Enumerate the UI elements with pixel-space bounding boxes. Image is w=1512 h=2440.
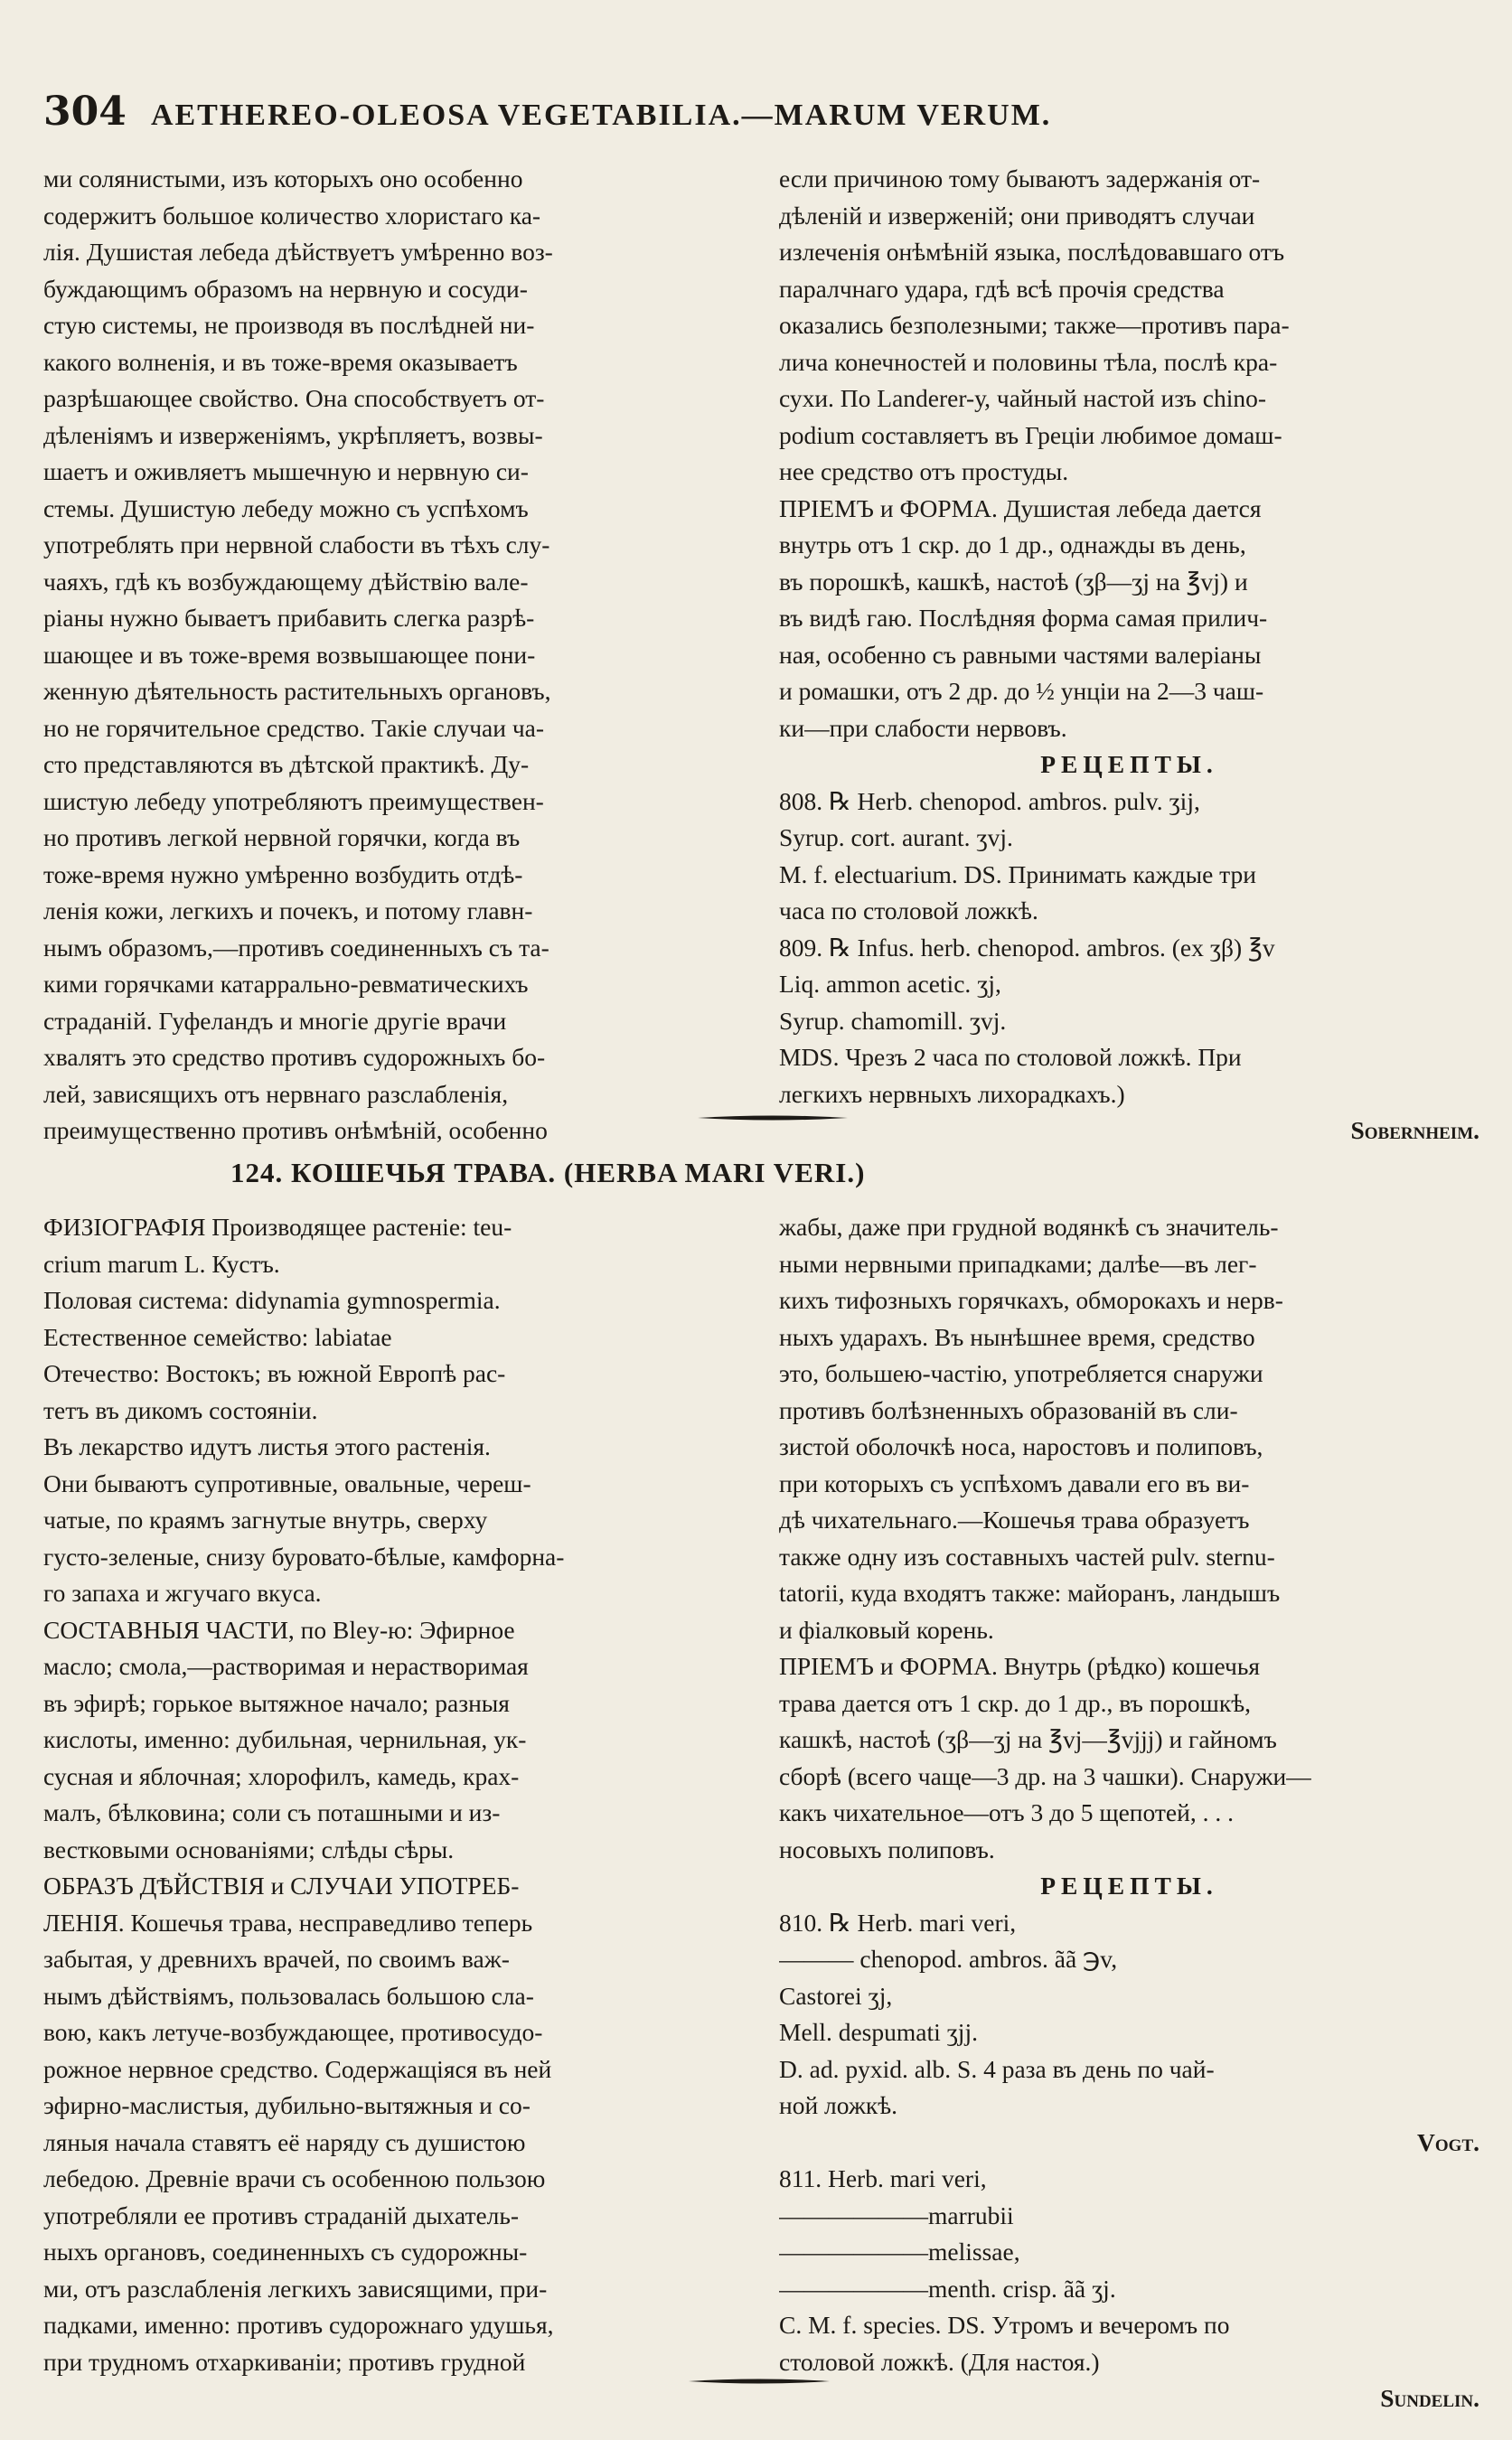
text-line: дѣленій и изверженій; они приводятъ случаи <box>779 201 1255 230</box>
column-bottom-right <box>779 1209 1479 2417</box>
page-header <box>43 89 1309 143</box>
text-line: сусная и яблочная; хлорофилъ, камедь, крах- <box>43 1761 520 1790</box>
text-line: эфирно-маслистыя, дубильно-вытяжныя и со- <box>43 2091 531 2119</box>
text-line: го запаха и жгучаго вкуса. <box>43 1579 322 1607</box>
text-line: содержитъ большое количество хлористаго ка- <box>43 201 541 230</box>
recipe-line: D. ad. pyxid. alb. S. 4 раза въ день по чай- <box>779 2054 1215 2083</box>
column-top-left <box>43 161 757 1150</box>
recipe-line: ——————melissae, <box>779 2238 1020 2266</box>
text-line: Половая система: didynamia gymnospermia. <box>43 1286 501 1314</box>
text-line: масло; смола,—растворимая и нерастворимая <box>43 1652 529 1680</box>
text-line: трава дается отъ 1 скр. до 1 др., въ порошкѣ, <box>779 1688 1252 1717</box>
recipe-line: Castorei ʒj, <box>779 1981 893 2010</box>
page-end-divider <box>687 2377 831 2386</box>
text-line: стую системы, не производя въ послѣдней ни- <box>43 311 535 339</box>
section-divider <box>696 1113 850 1122</box>
recipe-line: столовой ложкѣ. (Для настоя.) <box>779 2347 1100 2376</box>
text-line: лія. Душистая лебеда дѣйствуетъ умѣренно воз- <box>43 238 553 266</box>
text-line: но не горячительное средство. Такіе случаи ча- <box>43 713 545 742</box>
text-line: Отечество: Востокъ; въ южной Европѣ рас- <box>43 1359 506 1387</box>
text-line: стемы. Душистую лебеду можно съ успѣхомъ <box>43 493 529 522</box>
text-line: густо-зеленые, снизу буровато-бѣлые, камфорна- <box>43 1542 565 1571</box>
text-line: кислоты, именно: дубильная, чернильная, ук- <box>43 1725 527 1753</box>
section-heading: 124. КОШЕЧЬЯ ТРАВА. (HERBA MARI VERI.) <box>230 1157 866 1188</box>
text-line: малъ, бѣлковина; соли съ поташными и из- <box>43 1798 501 1826</box>
text-line: лебедою. Древніе врачи съ особенною пользою <box>43 2164 546 2192</box>
text-line: рожное нервное средство. Содержащіяся въ ней <box>43 2054 552 2083</box>
column-top-right <box>779 161 1479 1150</box>
text-line: также одну изъ составныхъ частей pulv. sternu- <box>779 1542 1275 1571</box>
recipe-line: ——————menth. crisp. ãã ʒj. <box>779 2274 1116 2303</box>
text-line: ФИЗІОГРАФІЯ Производящее растеніе: teu- <box>43 1213 512 1241</box>
text-line: это, большею-частію, употребляется снаружи <box>779 1359 1263 1387</box>
recipe-line: 808. ℞ Herb. chenopod. ambros. pulv. ʒij, <box>779 786 1200 815</box>
text-line: тоже-время нужно умѣренно возбудить отдѣ- <box>43 859 523 888</box>
text-line: ными нервными припадками; далѣе—въ лег- <box>779 1249 1257 1278</box>
recipe-line: M. f. electuarium. DS. Принимать каждые три <box>779 859 1256 888</box>
text-line: употребляли ее противъ страданій дыхатель- <box>43 2201 520 2229</box>
text-line: дѣ чихательнаго.—Кошечья трава образуетъ <box>779 1506 1250 1534</box>
text-line: ріаны нужно бываетъ прибавить слегка разрѣ- <box>43 604 535 632</box>
text-line: противъ болѣзненныхъ образованій въ сли- <box>779 1395 1238 1424</box>
text-line: вою, какъ летуче-возбуждающее, противосудо- <box>43 2018 543 2046</box>
text-line: сто представляются въ дѣтской практикѣ. Ду- <box>43 750 530 778</box>
text-line: ленія кожи, легкихъ и почекъ, и потому главн- <box>43 896 533 924</box>
text-line: шаетъ и оживляетъ мышечную и нервную си- <box>43 457 529 485</box>
paragraph-lebeda-action <box>43 161 757 1150</box>
text-line: tatorii, куда входятъ также: майоранъ, ландышъ <box>779 1579 1281 1607</box>
text-line: чаяхъ, гдѣ къ возбуждающему дѣйствію вале- <box>43 567 529 596</box>
text-line: ПРІЕМЪ и ФОРМА. Душистая лебеда дается <box>779 493 1262 522</box>
column-bottom-left <box>43 1209 757 2380</box>
text-line: ми, отъ разслабленія легкихъ зависящими, при- <box>43 2274 548 2303</box>
recipe-line: Syrup. cort. aurant. ʒvj. <box>779 823 1013 851</box>
text-line: въ порошкѣ, кашкѣ, настоѣ (ʒβ—ʒj на ℥vj) и <box>779 567 1248 596</box>
text-line: ПРІЕМЪ и ФОРМА. Внутрь (рѣдко) кошечья <box>779 1652 1261 1680</box>
text-line: внутрь отъ 1 скр. до 1 др., однажды въ день, <box>779 530 1246 558</box>
text-line: но противъ легкой нервной горячки, когда въ <box>43 823 521 851</box>
text-line: разрѣшающее свойство. Она способствуетъ от- <box>43 384 545 412</box>
text-line: если причиною тому бываютъ задержанія от- <box>779 164 1261 192</box>
text-line: какого волненія, и въ тоже-время оказываетъ <box>43 347 518 376</box>
page-number: 304 <box>43 89 127 135</box>
text-line: Естественное семейство: labiatae <box>43 1322 392 1351</box>
recipe-line: 811. Herb. mari veri, <box>779 2164 987 2192</box>
paragraph-herba-mari <box>43 1209 757 2380</box>
text-line: нее средство отъ простуды. <box>779 457 1069 485</box>
text-line: ная, особенно съ равными частями валеріаны <box>779 640 1262 669</box>
text-line: вестковыми основаніями; слѣды сѣры. <box>43 1835 455 1863</box>
text-line: при трудномъ отхаркиваніи; противъ грудной <box>43 2347 526 2376</box>
text-line: podium составляетъ въ Греціи любимое домаш- <box>779 420 1282 449</box>
text-line: шающее и въ тоже-время возвышающее пони- <box>43 640 536 669</box>
text-line: хвалятъ это средство противъ судорожныхъ бо- <box>43 1043 546 1071</box>
paragraph-herba-mari-dosage <box>779 1209 1479 1868</box>
text-line: тетъ въ дикомъ состояніи. <box>43 1395 318 1424</box>
recipe-line: ——— chenopod. ambros. ãã ℈v, <box>779 1945 1118 1973</box>
recipe-line: Liq. ammon acetic. ʒj, <box>779 970 1001 998</box>
running-title: AETHEREO-OLEOSA VEGETABILIA.—MARUM VERUM. <box>150 99 1052 132</box>
text-line: жабы, даже при грудной водянкѣ съ значитель- <box>779 1213 1279 1241</box>
text-line: въ видѣ гаю. Послѣдняя форма самая прилич- <box>779 604 1268 632</box>
text-line: ныхъ органовъ, соединенныхъ съ судорожны- <box>43 2238 528 2266</box>
text-line: Въ лекарство идутъ листья этого растенія. <box>43 1432 491 1460</box>
recipes-heading-2: РЕЦЕПТЫ. <box>1040 1872 1218 1900</box>
recipe-line: Syrup. chamomill. ʒvj. <box>779 1006 1007 1035</box>
text-line: ОБРАЗЪ ДѢЙСТВІЯ и СЛУЧАИ УПОТРЕБ- <box>43 1872 520 1900</box>
text-line: и ромашки, отъ 2 др. до ½ унціи на 2—3 чаш- <box>779 677 1264 705</box>
text-line: ляныя начала ставятъ её наряду съ душистою <box>43 2127 526 2156</box>
recipe-author: Sobernheim. <box>1350 1116 1479 1144</box>
text-line: ки—при слабости нервовъ. <box>779 713 1067 742</box>
text-line: буждающимъ образомъ на нервную и сосуди- <box>43 274 528 303</box>
text-line: кашкѣ, настоѣ (ʒβ—ʒj на ℥vj—℥vjjj) и гайномъ <box>779 1725 1277 1753</box>
text-line: преимущественно противъ онѣмѣній, особенно <box>43 1116 548 1144</box>
text-line: страданій. Гуфеландъ и многіе другіе врачи <box>43 1006 507 1035</box>
recipes-810-811 <box>779 1905 1479 2417</box>
text-line: излеченія онѣмѣній языка, послѣдовавшаго отъ <box>779 238 1285 266</box>
text-line: нымъ образомъ,—противъ соединенныхъ съ та- <box>43 933 549 962</box>
text-line: шистую лебеду употребляютъ преимуществен- <box>43 786 544 815</box>
recipes-heading: РЕЦЕПТЫ. <box>1040 750 1218 778</box>
text-line: кими горячками катаррально-ревматическихъ <box>43 970 529 998</box>
text-line: crium marum L. Кустъ. <box>43 1249 280 1278</box>
text-line: носовыхъ полиповъ. <box>779 1835 995 1863</box>
text-line: паралчнаго удара, гдѣ всѣ прочія средства <box>779 274 1225 303</box>
recipe-line: C. M. f. species. DS. Утромъ и вечеромъ по <box>779 2311 1230 2339</box>
text-line: лей, зависящихъ отъ нервнаго разслабленія, <box>43 1079 509 1108</box>
recipe-line: ной ложкѣ. <box>779 2091 898 2119</box>
recipe-line: 809. ℞ Infus. herb. chenopod. ambros. (ex ʒβ) ℥v <box>779 933 1275 962</box>
text-line: кихъ тифозныхъ горячкахъ, обморокахъ и нерв- <box>779 1286 1283 1314</box>
recipes-808-809 <box>779 784 1479 1113</box>
text-line: чатые, по краямъ загнутые внутрь, сверху <box>43 1506 488 1534</box>
text-line: Они бываютъ супротивные, овальные, череш- <box>43 1469 531 1497</box>
recipe-line: часа по столовой ложкѣ. <box>779 896 1038 924</box>
recipe-line: 810. ℞ Herb. mari veri, <box>779 1908 1017 1937</box>
text-line: въ эфирѣ; горькое вытяжное начало; разныя <box>43 1688 510 1717</box>
text-line: и фіалковый корень. <box>779 1615 994 1644</box>
recipe-line: Mell. despumati ʒjj. <box>779 2018 978 2046</box>
recipe-author: Sundelin. <box>1380 2384 1479 2412</box>
text-line: при которыхъ съ успѣхомъ давали его въ ви- <box>779 1469 1250 1497</box>
text-line: лича конечностей и половины тѣла, послѣ кра- <box>779 347 1278 376</box>
text-line: какъ чихательное—отъ 3 до 5 щепотей, . . . <box>779 1798 1234 1826</box>
text-line: ЛЕНІЯ. Кошечья трава, несправедливо теперь <box>43 1908 533 1937</box>
text-line: сухи. По Landerer-у, чайный настой изъ chino- <box>779 384 1267 412</box>
text-line: нымъ дѣйствіямъ, пользовалась большою сла- <box>43 1981 534 2010</box>
text-line: падками, именно: противъ судорожнаго удушья, <box>43 2311 554 2339</box>
text-line: СОСТАВНЫЯ ЧАСТИ, по Bley-ю: Эфирное <box>43 1615 515 1644</box>
text-line: ми солянистыми, изъ которыхъ оно особенно <box>43 164 523 192</box>
text-line: зистой оболочкѣ носа, наростовъ и полиповъ, <box>779 1432 1263 1460</box>
text-line: употреблять при нервной слабости въ тѣхъ слу- <box>43 530 550 558</box>
recipe-line: ——————marrubii <box>779 2201 1014 2229</box>
text-line: сборѣ (всего чаще—3 др. на 3 чашки). Снаружи— <box>779 1761 1311 1790</box>
text-line: дѣленіямъ и изверженіямъ, укрѣпляетъ, возвы- <box>43 420 543 449</box>
text-line: забытая, у древнихъ врачей, по своимъ важ- <box>43 1945 510 1973</box>
text-line: оказались безполезными; также—противъ пара- <box>779 311 1290 339</box>
text-line: женную дѣятельность растительныхъ органовъ, <box>43 677 551 705</box>
recipe-line: MDS. Чрезъ 2 часа по столовой ложкѣ. При <box>779 1043 1242 1071</box>
recipe-author: Vogt. <box>1417 2127 1479 2156</box>
text-line: ныхъ ударахъ. Въ нынѣшнее время, средство <box>779 1322 1255 1351</box>
paragraph-lebeda-dosage <box>779 161 1479 746</box>
recipe-line: легкихъ нервныхъ лихорадкахъ.) <box>779 1079 1125 1108</box>
